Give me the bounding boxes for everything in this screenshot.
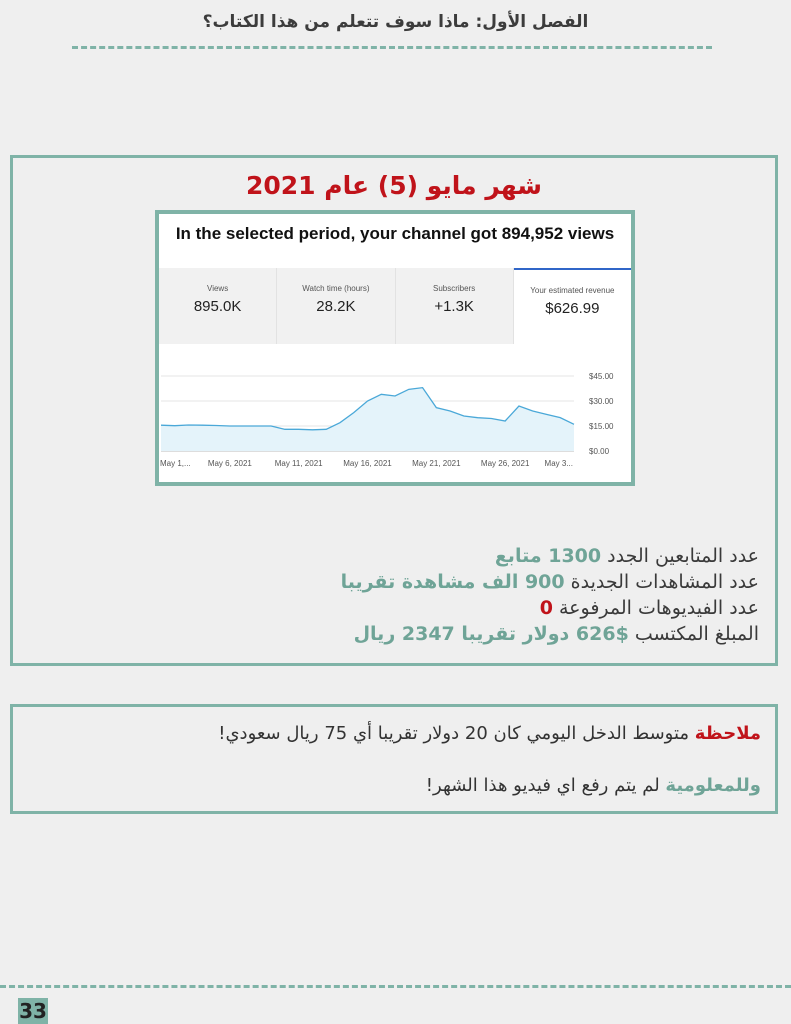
y-tick-label: $0.00	[589, 447, 610, 456]
note-box	[10, 704, 778, 814]
month-title: شهر مايو (5) عام 2021	[245, 171, 543, 200]
metric-revenue[interactable]	[514, 268, 631, 344]
stat-value: $626 دولار تقريبا 2347 ريال	[353, 623, 629, 645]
x-tick-label: May 11, 2021	[274, 459, 323, 468]
stats-list	[341, 543, 759, 647]
y-tick-label: $15.00	[589, 422, 614, 431]
page-number: 33	[19, 999, 47, 1023]
metric-label: Your estimated revenue	[530, 286, 615, 295]
metric-value: +1.3K	[434, 298, 474, 315]
footer-divider	[0, 985, 791, 988]
x-tick-label: May 3...	[544, 459, 573, 468]
stat-label: عدد الفيديوهات المرفوعة	[559, 597, 759, 619]
metric-value: $626.99	[545, 300, 600, 317]
note-line-uploads	[426, 775, 761, 796]
x-tick-label: May 21, 2021	[412, 459, 461, 468]
series-area	[161, 388, 574, 451]
note-prefix: ملاحظة	[694, 723, 761, 744]
stat-earned-amount	[341, 621, 759, 647]
y-tick-label: $45.00	[589, 372, 614, 381]
stat-value: 1300 متابع	[494, 545, 602, 567]
stat-new-views	[341, 569, 759, 595]
x-tick-label: May 1,...	[160, 459, 191, 468]
page-header-title: الفصل الأول: ماذا سوف تتعلم من هذا الكتاب؟	[202, 12, 589, 32]
metric-label: Watch time (hours)	[302, 284, 370, 293]
note-text: متوسط الدخل اليومي كان 20 دولار تقريبا أي 75 ريال سعودي!	[218, 723, 695, 744]
x-tick-label: May 6, 2021	[207, 459, 252, 468]
stat-label: عدد المتابعين الجدد	[607, 545, 759, 567]
month-stats-box	[10, 155, 778, 666]
analytics-headline: In the selected period, your channel got 894,952 views	[175, 224, 615, 243]
note-line-income	[218, 723, 761, 744]
stat-uploaded-videos	[341, 595, 759, 621]
metric-value: 895.0K	[193, 298, 242, 315]
metric-value: 28.2K	[316, 298, 356, 315]
x-tick-label: May 26, 2021	[480, 459, 530, 468]
metric-label: Views	[207, 284, 229, 293]
stat-label: عدد المشاهدات الجديدة	[570, 571, 759, 593]
analytics-screenshot	[155, 210, 635, 486]
stat-label: المبلغ المكتسب	[634, 623, 759, 645]
stat-value: 0	[539, 597, 553, 619]
note-text: لم يتم رفع اي فيديو هذا الشهر!	[425, 775, 666, 796]
x-tick-label: May 16, 2021	[343, 459, 392, 468]
revenue-chart	[159, 354, 631, 482]
note-prefix: وللمعلومية	[665, 775, 761, 796]
header-divider	[72, 46, 712, 49]
metric-cards	[159, 268, 631, 344]
metric-label: Subscribers	[433, 284, 476, 293]
stat-new-subscribers	[341, 543, 759, 569]
y-tick-label: $30.00	[589, 397, 614, 406]
metric-watch-time[interactable]	[277, 268, 395, 344]
metric-subscribers[interactable]	[396, 268, 514, 344]
stat-value: 900 الف مشاهدة تقريبا	[340, 571, 565, 593]
metric-views[interactable]	[159, 268, 277, 344]
